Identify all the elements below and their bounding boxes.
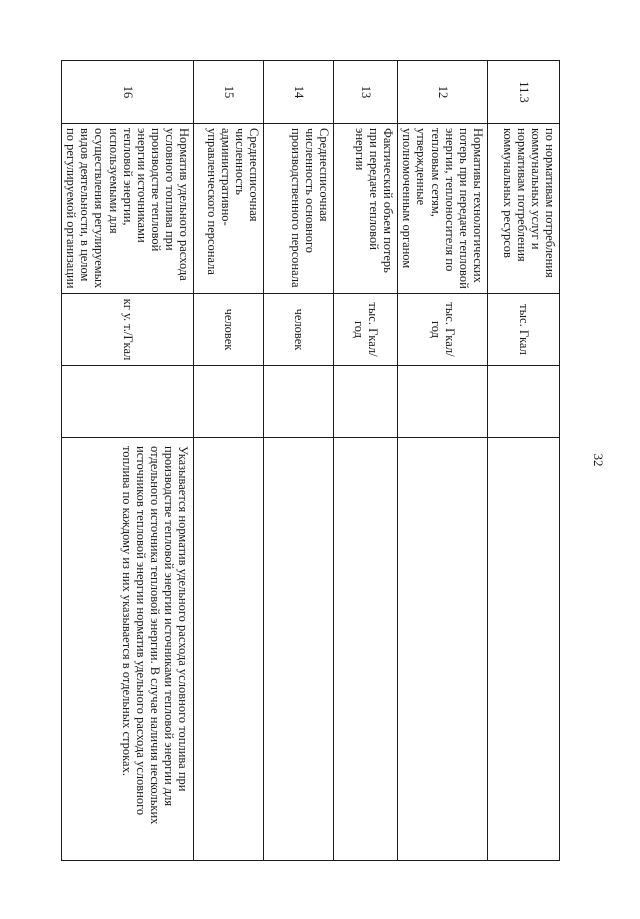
row-note-empty bbox=[488, 438, 560, 861]
row-number: 13 bbox=[334, 61, 398, 124]
row-unit: человек bbox=[194, 294, 264, 366]
row-name: Нормативы технологических потерь при передаче тепловой энергии, теплоносителя по тепловым сетям, утвержденные уполномоченным органом bbox=[398, 124, 488, 294]
row-note: Указывается норматив удельного расхода условного топлива при производстве тепловой энергии источниками тепловой энергии для отдельного источника тепловой энергии. В случае наличия нескольких источников тепловой энергии норматив удельного расхода условного топлива по каждому из них указывается в отдельных строках. bbox=[62, 438, 194, 861]
row-unit: тыс. Гкал/год bbox=[334, 294, 398, 366]
row-name: по нормативам потребления коммунальных услуг и нормативам потребления коммунальных ресурсов bbox=[488, 124, 560, 294]
table-row bbox=[488, 61, 560, 861]
row-value bbox=[264, 366, 334, 438]
table-row bbox=[264, 61, 334, 861]
row-name: Среднесписочная численность административно-управленческого персонала bbox=[194, 124, 264, 294]
row-number: 12 bbox=[398, 61, 488, 124]
page-number: 32 bbox=[591, 453, 606, 467]
row-note-empty bbox=[334, 438, 398, 861]
row-name: Норматив удельного расхода условного топлива при производстве тепловой энергии источниками тепловой энергии, используемыми для осуществления регулируемых видов деятельности, в целом по регулируемой организации bbox=[62, 124, 194, 294]
row-name: Среднесписочная численность основного производственного персонала bbox=[264, 124, 334, 294]
table-row bbox=[62, 61, 194, 861]
table-row bbox=[194, 61, 264, 861]
row-value bbox=[334, 366, 398, 438]
row-note-empty bbox=[264, 438, 334, 861]
row-unit: тыс. Гкал bbox=[488, 294, 560, 366]
table-row bbox=[334, 61, 398, 861]
indicators-table bbox=[61, 60, 560, 861]
row-note-empty bbox=[194, 438, 264, 861]
row-note-empty bbox=[398, 438, 488, 861]
row-value bbox=[488, 366, 560, 438]
row-value bbox=[398, 366, 488, 438]
row-value bbox=[62, 366, 194, 438]
row-unit: тыс. Гкал/год bbox=[398, 294, 488, 366]
row-unit: кг у. т./Гкал bbox=[62, 294, 194, 366]
row-number: 11.3 bbox=[488, 61, 560, 124]
row-number: 16 bbox=[62, 61, 194, 124]
rotated-table-container bbox=[64, 60, 560, 860]
row-number: 15 bbox=[194, 61, 264, 124]
row-number: 14 bbox=[264, 61, 334, 124]
table-row bbox=[398, 61, 488, 861]
row-value bbox=[194, 366, 264, 438]
row-unit: человек bbox=[264, 294, 334, 366]
row-name: Фактический объем потерь при передаче тепловой энергии bbox=[334, 124, 398, 294]
